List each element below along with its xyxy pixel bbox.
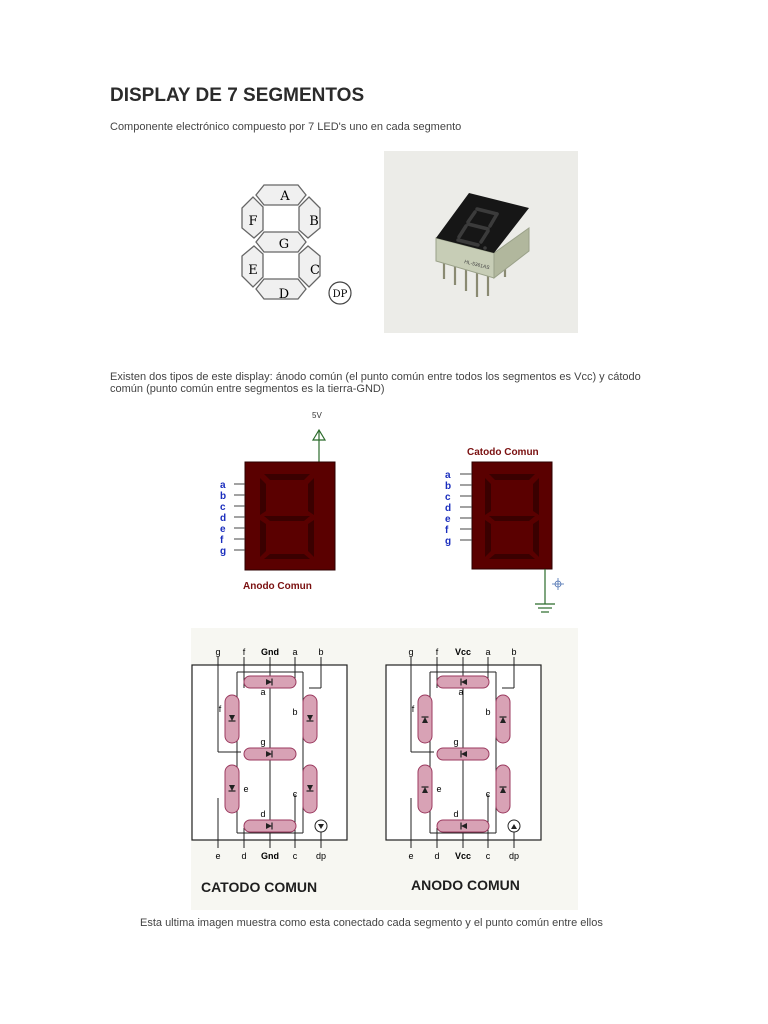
segment-label-dp: DP: [332, 289, 348, 300]
cathode-seg-a-label: a: [260, 687, 266, 697]
anode-seg-c-label: c: [485, 789, 491, 799]
anode-display: [245, 462, 335, 570]
anode-bottom-pin-2: d: [434, 851, 440, 861]
internal-wiring-diagram: [191, 628, 578, 910]
cathode-internal-panel: [192, 657, 347, 848]
cathode-seg-b-label: b: [292, 707, 298, 717]
cathode-bottom-pin-3: Gnd: [261, 851, 279, 861]
anode-pin-g: g: [220, 546, 227, 557]
anode-seg-g-label: g: [453, 737, 459, 747]
cathode-pin-d: d: [445, 503, 452, 514]
anode-top-pin-5: b: [511, 647, 517, 657]
cathode-bottom-pin-4: c: [292, 851, 298, 861]
cathode-pin-g: g: [445, 536, 452, 547]
cathode-display: [472, 462, 552, 569]
cathode-pin-b: b: [445, 481, 452, 492]
segment-label-a: A: [280, 189, 290, 204]
anode-seg-f-label: f: [411, 704, 415, 714]
cathode-pin-f: f: [445, 525, 449, 536]
anode-pin-e: e: [220, 524, 226, 535]
anode-bottom-pin-3: Vcc: [454, 851, 472, 861]
cathode-top-pin-5: b: [318, 647, 324, 657]
anode-pin-f: f: [220, 535, 224, 546]
cathode-bottom-pin-1: e: [215, 851, 221, 861]
anode-top-pin-2: f: [435, 647, 439, 657]
anode-seg-a-label: a: [458, 687, 464, 697]
cathode-top-pin-3: Gnd: [261, 647, 279, 657]
caption-paragraph: Esta ultima imagen muestra como esta conectado cada segmento y el punto común entre ellos: [140, 917, 603, 929]
cathode-seg-f-label: f: [218, 704, 222, 714]
anode-seg-e-label: e: [436, 784, 442, 794]
svg-text:HL-5361AS: HL-5361AS: [463, 259, 491, 272]
anode-bottom-pin-1: e: [408, 851, 414, 861]
segment-label-g: G: [278, 237, 290, 252]
anode-top-pin-4: a: [485, 647, 491, 657]
segment-label-b: B: [309, 214, 319, 229]
cathode-internal-title: CATODO COMUN: [201, 879, 318, 895]
anode-pin-b: b: [220, 491, 227, 502]
anode-bottom-pin-4: c: [485, 851, 491, 861]
cathode-seg-d-label: d: [260, 809, 266, 819]
cathode-top-pin-2: f: [242, 647, 246, 657]
cathode-pin-a: a: [445, 470, 451, 481]
segment-label-c: C: [310, 263, 320, 278]
anode-internal-title: ANODO COMUN: [411, 877, 520, 893]
intro-paragraph: Componente electrónico compuesto por 7 LED's uno en cada segmento: [110, 121, 462, 133]
anode-bottom-pin-5: dp: [508, 851, 520, 861]
anode-top-pin-3: Vcc: [454, 647, 472, 657]
segment-label-diagram: [236, 180, 356, 306]
cathode-seg-g-label: g: [260, 737, 266, 747]
cathode-pin-e: e: [445, 514, 451, 525]
cathode-common-label: Catodo Comun: [467, 447, 539, 458]
segment-label-d: D: [278, 287, 290, 302]
cathode-dp-diode-icon: [315, 820, 327, 832]
anode-pin-c: c: [220, 502, 226, 513]
anode-dp-diode-icon: [508, 820, 520, 832]
ground-icon: [535, 604, 555, 612]
document-title: DISPLAY DE 7 SEGMENTOS: [110, 85, 365, 106]
anode-top-pin-1: g: [408, 647, 414, 657]
supply-5v-label: 5V: [312, 411, 322, 420]
cathode-top-pin-4: a: [292, 647, 298, 657]
anode-seg-b-label: b: [485, 707, 491, 717]
anode-seg-d-label: d: [453, 809, 459, 819]
segment-label-e: E: [248, 263, 258, 278]
cathode-pin-c: c: [445, 492, 451, 503]
cathode-bottom-pin-2: d: [241, 851, 247, 861]
component-photo: [384, 151, 578, 333]
anode-internal-panel: [386, 657, 541, 848]
probe-crosshair-icon: [552, 578, 564, 590]
anode-pin-a: a: [220, 480, 226, 491]
anode-pin-d: d: [220, 513, 227, 524]
cathode-bottom-pin-5: dp: [315, 851, 327, 861]
display-types-paragraph: Existen dos tipos de este display: ánodo común (el punto común entre todos los segmentos es Vcc) y cátodo común (punto común entre segmentos es la tierra-GND): [110, 371, 641, 395]
common-anode-cathode-circuit: [212, 408, 572, 623]
cathode-seg-e-label: e: [243, 784, 249, 794]
cathode-seg-c-label: c: [292, 789, 298, 799]
segment-label-f: F: [248, 214, 258, 229]
cathode-top-pin-1: g: [215, 647, 221, 657]
anode-common-label: Anodo Comun: [243, 581, 312, 592]
